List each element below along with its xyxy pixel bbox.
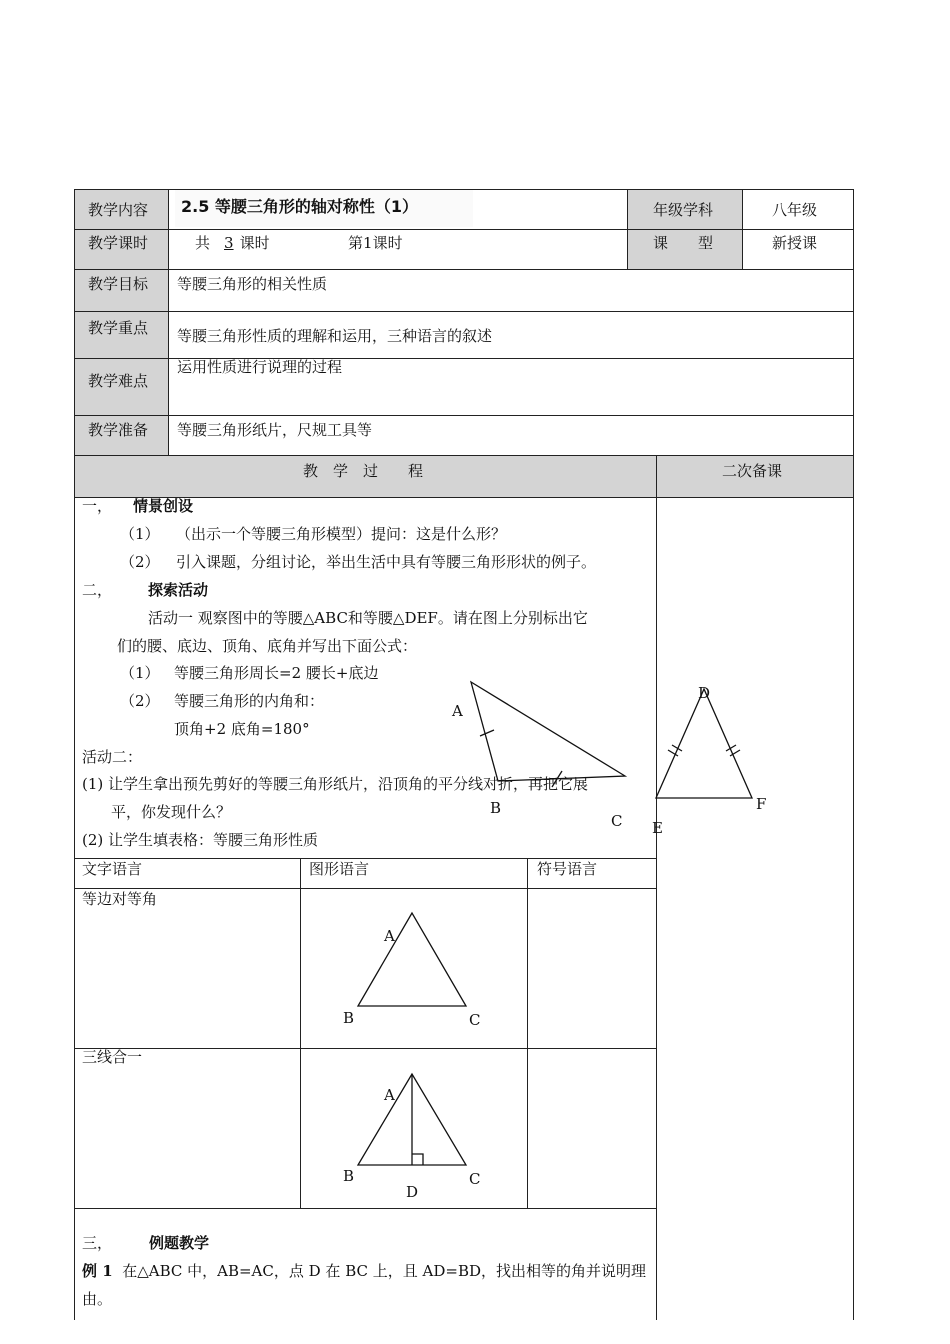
right-angle-mark [412,1154,423,1165]
table-row1-text: 等边对等角 [82,890,158,908]
figure-abc-def [440,670,780,840]
section2-number: 二， [82,581,113,599]
grid-line [74,455,854,456]
hours-total-value: 3 [224,234,234,252]
section2-title: 探索活动 [148,581,209,599]
label-t2-a: A [384,1086,395,1104]
difficulty-value: 运用性质进行说理的过程 [177,358,343,376]
activity1-line1: 活动一 观察图中的等腰△ABC和等腰△DEF。请在图上分别标出它 [148,609,588,627]
goal-label: 教学目标 [88,275,149,293]
tick-mark [480,730,494,736]
figure-isosceles-1 [330,905,500,1035]
key-label: 教学重点 [88,319,149,337]
table-line [300,858,301,1208]
table-col-figure: 图形语言 [309,860,370,878]
process-header: 教 学 过 程 [303,462,424,480]
prep-label: 教学准备 [88,421,149,439]
hours-total: 共 3 课时 [195,234,270,252]
content-label: 教学内容 [88,201,149,219]
label-def-e: E [652,819,663,837]
table-line [74,1048,657,1049]
table-col-symbol: 符号语言 [537,860,598,878]
section3-title: 例题教学 [149,1234,210,1252]
triangle-abc [471,682,625,781]
label-def-d: D [698,684,711,702]
label-abc-b: B [490,799,502,817]
label-t1-a: A [384,927,395,945]
s1-item2: 引入课题，分组讨论，举出生活中具有等腰三角形形状的例子。 [176,553,597,571]
label-abc-c: C [611,812,623,830]
act1-formula: 顶角+2 底角=180° [174,720,310,738]
difficulty-label: 教学难点 [88,372,149,390]
table-line [527,858,528,1208]
grid-line [627,189,628,269]
second-prep-header: 二次备课 [722,462,783,480]
example1-label: 例 1 [82,1262,113,1280]
activity1-line2: 们的腰、底边、顶角、底角并写出下面公式： [117,637,418,655]
grid-line [168,189,169,455]
act2-item1-line2: 平，你发现什么？ [111,803,232,821]
label-abc-a: A [452,702,463,720]
act2-item1-line1: (1) 让学生拿出预先剪好的等腰三角形纸片，沿顶角的平分线对折，再把它展 [82,775,589,793]
table-row2-text: 三线合一 [82,1048,143,1066]
act1-item2: 等腰三角形的内角和： [174,692,325,710]
s1-item1-num: （1） [120,525,160,543]
act1-item1-num: （1） [120,664,160,682]
grid-line [74,229,854,230]
s1-item2-num: （2） [120,553,160,571]
lesson-title: 2.5 等腰三角形的轴对称性（1） [181,197,419,216]
label-t2-d: D [406,1183,419,1201]
grade-value: 八年级 [772,201,818,219]
grid-line [853,189,854,1320]
label-t1-b: B [343,1009,355,1027]
act1-item1: 等腰三角形周长=2 腰长+底边 [174,664,379,682]
type-value: 新授课 [772,234,818,252]
grid-line [74,189,75,1320]
type-label: 课 型 [653,234,714,252]
label-def-f: F [756,795,767,813]
example1-line2: 由。 [82,1290,113,1308]
activity2-title: 活动二： [82,748,143,766]
example1-text: 在△ABC 中，AB=AC，点 D 在 BC 上，且 AD=BD，找出相等的角并说明理 [122,1262,646,1280]
triangle-isosceles [358,913,466,1006]
triangle-def [656,689,752,798]
example1-line1 [82,1261,646,1281]
section1-title: 情景创设 [133,497,194,515]
grid-line [742,189,743,269]
hours-label: 教学课时 [88,234,149,252]
s1-item1: （出示一个等腰三角形模型）提问：这是什么形？ [176,525,507,543]
grid-line [74,415,854,416]
key-value: 等腰三角形性质的理解和运用，三种语言的叙述 [177,327,493,345]
act2-item2: (2) 让学生填表格：等腰三角形性质 [82,831,319,849]
grid-line [74,311,854,312]
prep-value: 等腰三角形纸片，尺规工具等 [177,421,373,439]
section3-number: 三， [82,1234,113,1252]
hours-current-value: 1 [363,234,373,252]
figure-isosceles-2 [330,1065,500,1205]
label-t2-c: C [469,1170,481,1188]
label-t1-c: C [469,1011,481,1029]
section1-number: 一， [82,497,113,515]
hours-current: 第1课时 [348,234,403,252]
grade-label: 年级学科 [653,201,714,219]
label-t2-b: B [343,1167,355,1185]
grid-line [74,269,854,270]
table-line [74,888,657,889]
goal-value: 等腰三角形的相关性质 [177,275,328,293]
table-line [74,1208,657,1209]
table-col-text: 文字语言 [82,860,143,878]
act1-item2-num: （2） [120,692,160,710]
grid-line [74,189,854,190]
